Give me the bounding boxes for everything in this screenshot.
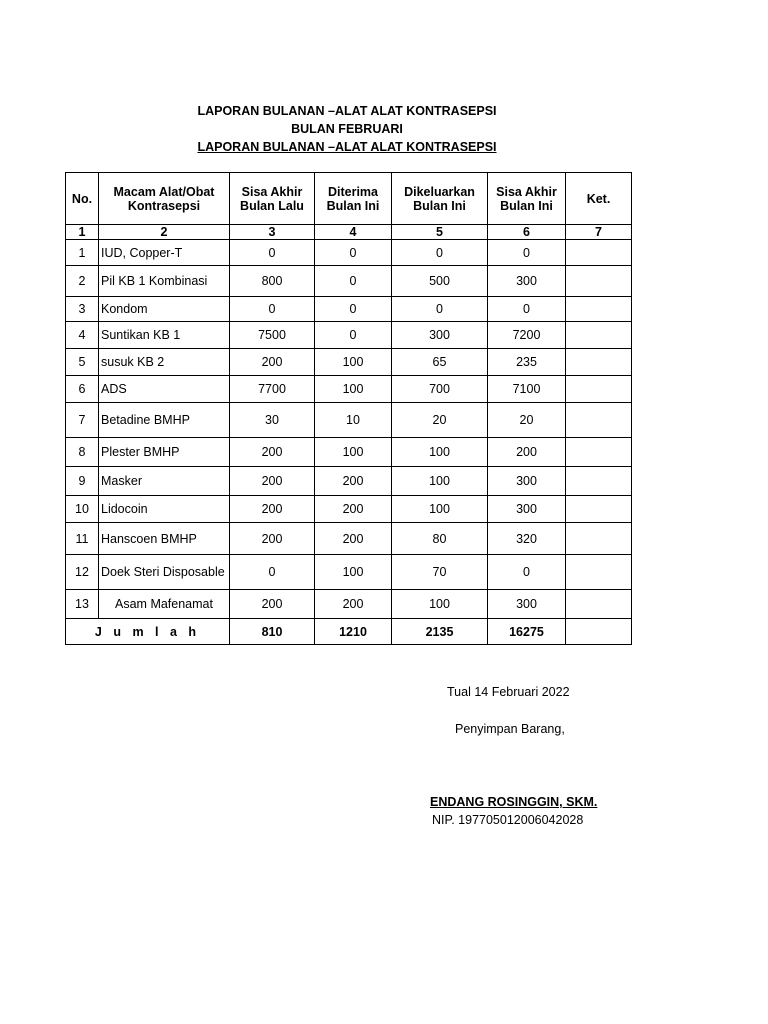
signature-role: Penyimpan Barang, <box>455 722 565 736</box>
row-no: 8 <box>66 438 99 467</box>
row-sisa-lalu: 30 <box>230 403 315 438</box>
table-row <box>66 297 632 322</box>
table-row <box>66 240 632 266</box>
row-dikeluarkan: 100 <box>392 590 488 619</box>
row-no: 13 <box>66 590 99 619</box>
row-dikeluarkan: 0 <box>392 297 488 322</box>
total-sisa-ini: 16275 <box>488 619 566 645</box>
table-row <box>66 523 632 555</box>
row-no: 6 <box>66 376 99 403</box>
row-no: 9 <box>66 467 99 496</box>
row-dikeluarkan: 700 <box>392 376 488 403</box>
report-title-underlined: LAPORAN BULANAN –ALAT ALAT KONTRASEPSI <box>197 140 497 154</box>
report-titles <box>0 102 694 156</box>
row-sisa-ini: 235 <box>488 349 566 376</box>
table-row <box>66 590 632 619</box>
row-ket <box>566 467 632 496</box>
header-row <box>66 173 632 225</box>
row-diterima: 100 <box>315 555 392 590</box>
row-sisa-lalu: 0 <box>230 555 315 590</box>
row-sisa-lalu: 200 <box>230 523 315 555</box>
row-sisa-lalu: 200 <box>230 438 315 467</box>
row-item-name: Lidocoin <box>99 496 230 523</box>
total-diterima: 1210 <box>315 619 392 645</box>
col-header-no: No. <box>66 173 99 225</box>
row-sisa-ini: 300 <box>488 496 566 523</box>
table-row <box>66 438 632 467</box>
table-row <box>66 496 632 523</box>
row-item-name: Pil KB 1 Kombinasi <box>99 266 230 297</box>
row-sisa-lalu: 7700 <box>230 376 315 403</box>
total-ket <box>566 619 632 645</box>
row-sisa-ini: 300 <box>488 590 566 619</box>
total-row <box>66 619 632 645</box>
table-row <box>66 467 632 496</box>
row-diterima: 0 <box>315 266 392 297</box>
col-header-sisa-ini: Sisa Akhir Bulan Ini <box>488 173 566 225</box>
row-sisa-ini: 320 <box>488 523 566 555</box>
row-no: 12 <box>66 555 99 590</box>
row-diterima: 0 <box>315 297 392 322</box>
row-dikeluarkan: 70 <box>392 555 488 590</box>
col-header-ket: Ket. <box>566 173 632 225</box>
row-sisa-lalu: 200 <box>230 590 315 619</box>
row-sisa-lalu: 200 <box>230 349 315 376</box>
row-sisa-lalu: 0 <box>230 297 315 322</box>
row-sisa-ini: 0 <box>488 240 566 266</box>
report-month: BULAN FEBRUARI <box>291 122 403 136</box>
row-dikeluarkan: 100 <box>392 438 488 467</box>
row-item-name: IUD, Copper-T <box>99 240 230 266</box>
row-dikeluarkan: 300 <box>392 322 488 349</box>
signature-place-date: Tual 14 Februari 2022 <box>447 685 570 699</box>
row-sisa-lalu: 0 <box>230 240 315 266</box>
row-diterima: 10 <box>315 403 392 438</box>
row-ket <box>566 523 632 555</box>
total-sisa-lalu: 810 <box>230 619 315 645</box>
row-diterima: 0 <box>315 322 392 349</box>
row-ket <box>566 240 632 266</box>
row-no: 7 <box>66 403 99 438</box>
row-item-name: Betadine BMHP <box>99 403 230 438</box>
row-ket <box>566 496 632 523</box>
row-item-name: Doek Steri Disposable <box>99 555 230 590</box>
table-row <box>66 322 632 349</box>
row-diterima: 200 <box>315 496 392 523</box>
row-item-name: Asam Mafenamat <box>99 590 230 619</box>
row-dikeluarkan: 0 <box>392 240 488 266</box>
col-header-item: Macam Alat/Obat Kontrasepsi <box>99 173 230 225</box>
row-sisa-ini: 7100 <box>488 376 566 403</box>
row-ket <box>566 403 632 438</box>
row-dikeluarkan: 100 <box>392 496 488 523</box>
row-diterima: 100 <box>315 438 392 467</box>
row-sisa-lalu: 200 <box>230 467 315 496</box>
row-sisa-ini: 200 <box>488 438 566 467</box>
row-item-name: Kondom <box>99 297 230 322</box>
row-item-name: susuk KB 2 <box>99 349 230 376</box>
row-item-name: Hanscoen BMHP <box>99 523 230 555</box>
table-row <box>66 266 632 297</box>
row-no: 10 <box>66 496 99 523</box>
row-ket <box>566 555 632 590</box>
total-dikeluarkan: 2135 <box>392 619 488 645</box>
report-title: LAPORAN BULANAN –ALAT ALAT KONTRASEPSI <box>197 104 497 118</box>
row-sisa-lalu: 7500 <box>230 322 315 349</box>
total-label: J u m l a h <box>66 619 230 645</box>
signature-name: ENDANG ROSINGGIN, SKM. <box>430 795 598 809</box>
row-dikeluarkan: 500 <box>392 266 488 297</box>
table-row <box>66 555 632 590</box>
table-row <box>66 376 632 403</box>
col-header-dikeluarkan: Dikeluarkan Bulan Ini <box>392 173 488 225</box>
row-no: 1 <box>66 240 99 266</box>
col-number: 2 <box>99 225 230 240</box>
row-item-name: Plester BMHP <box>99 438 230 467</box>
col-number: 4 <box>315 225 392 240</box>
col-header-diterima: Diterima Bulan Ini <box>315 173 392 225</box>
row-dikeluarkan: 20 <box>392 403 488 438</box>
row-ket <box>566 297 632 322</box>
row-ket <box>566 438 632 467</box>
row-dikeluarkan: 100 <box>392 467 488 496</box>
row-item-name: Masker <box>99 467 230 496</box>
row-ket <box>566 266 632 297</box>
row-sisa-ini: 0 <box>488 297 566 322</box>
row-no: 11 <box>66 523 99 555</box>
row-sisa-lalu: 200 <box>230 496 315 523</box>
col-header-sisa-lalu: Sisa Akhir Bulan Lalu <box>230 173 315 225</box>
row-item-name: ADS <box>99 376 230 403</box>
row-sisa-ini: 0 <box>488 555 566 590</box>
col-number: 3 <box>230 225 315 240</box>
row-no: 4 <box>66 322 99 349</box>
table-row <box>66 349 632 376</box>
row-item-name: Suntikan KB 1 <box>99 322 230 349</box>
table-row <box>66 403 632 438</box>
row-diterima: 100 <box>315 349 392 376</box>
col-number: 5 <box>392 225 488 240</box>
col-number: 1 <box>66 225 99 240</box>
row-no: 5 <box>66 349 99 376</box>
row-ket <box>566 376 632 403</box>
row-sisa-ini: 300 <box>488 467 566 496</box>
col-number: 7 <box>566 225 632 240</box>
report-table <box>65 172 632 645</box>
row-no: 2 <box>66 266 99 297</box>
row-diterima: 200 <box>315 523 392 555</box>
row-no: 3 <box>66 297 99 322</box>
row-ket <box>566 590 632 619</box>
row-ket <box>566 349 632 376</box>
col-number: 6 <box>488 225 566 240</box>
row-sisa-ini: 7200 <box>488 322 566 349</box>
signature-nip: NIP. 197705012006042028 <box>432 813 584 827</box>
column-number-row <box>66 225 632 240</box>
row-sisa-ini: 300 <box>488 266 566 297</box>
row-sisa-lalu: 800 <box>230 266 315 297</box>
row-ket <box>566 322 632 349</box>
row-dikeluarkan: 80 <box>392 523 488 555</box>
row-sisa-ini: 20 <box>488 403 566 438</box>
row-diterima: 200 <box>315 467 392 496</box>
row-diterima: 200 <box>315 590 392 619</box>
row-diterima: 0 <box>315 240 392 266</box>
row-diterima: 100 <box>315 376 392 403</box>
row-dikeluarkan: 65 <box>392 349 488 376</box>
